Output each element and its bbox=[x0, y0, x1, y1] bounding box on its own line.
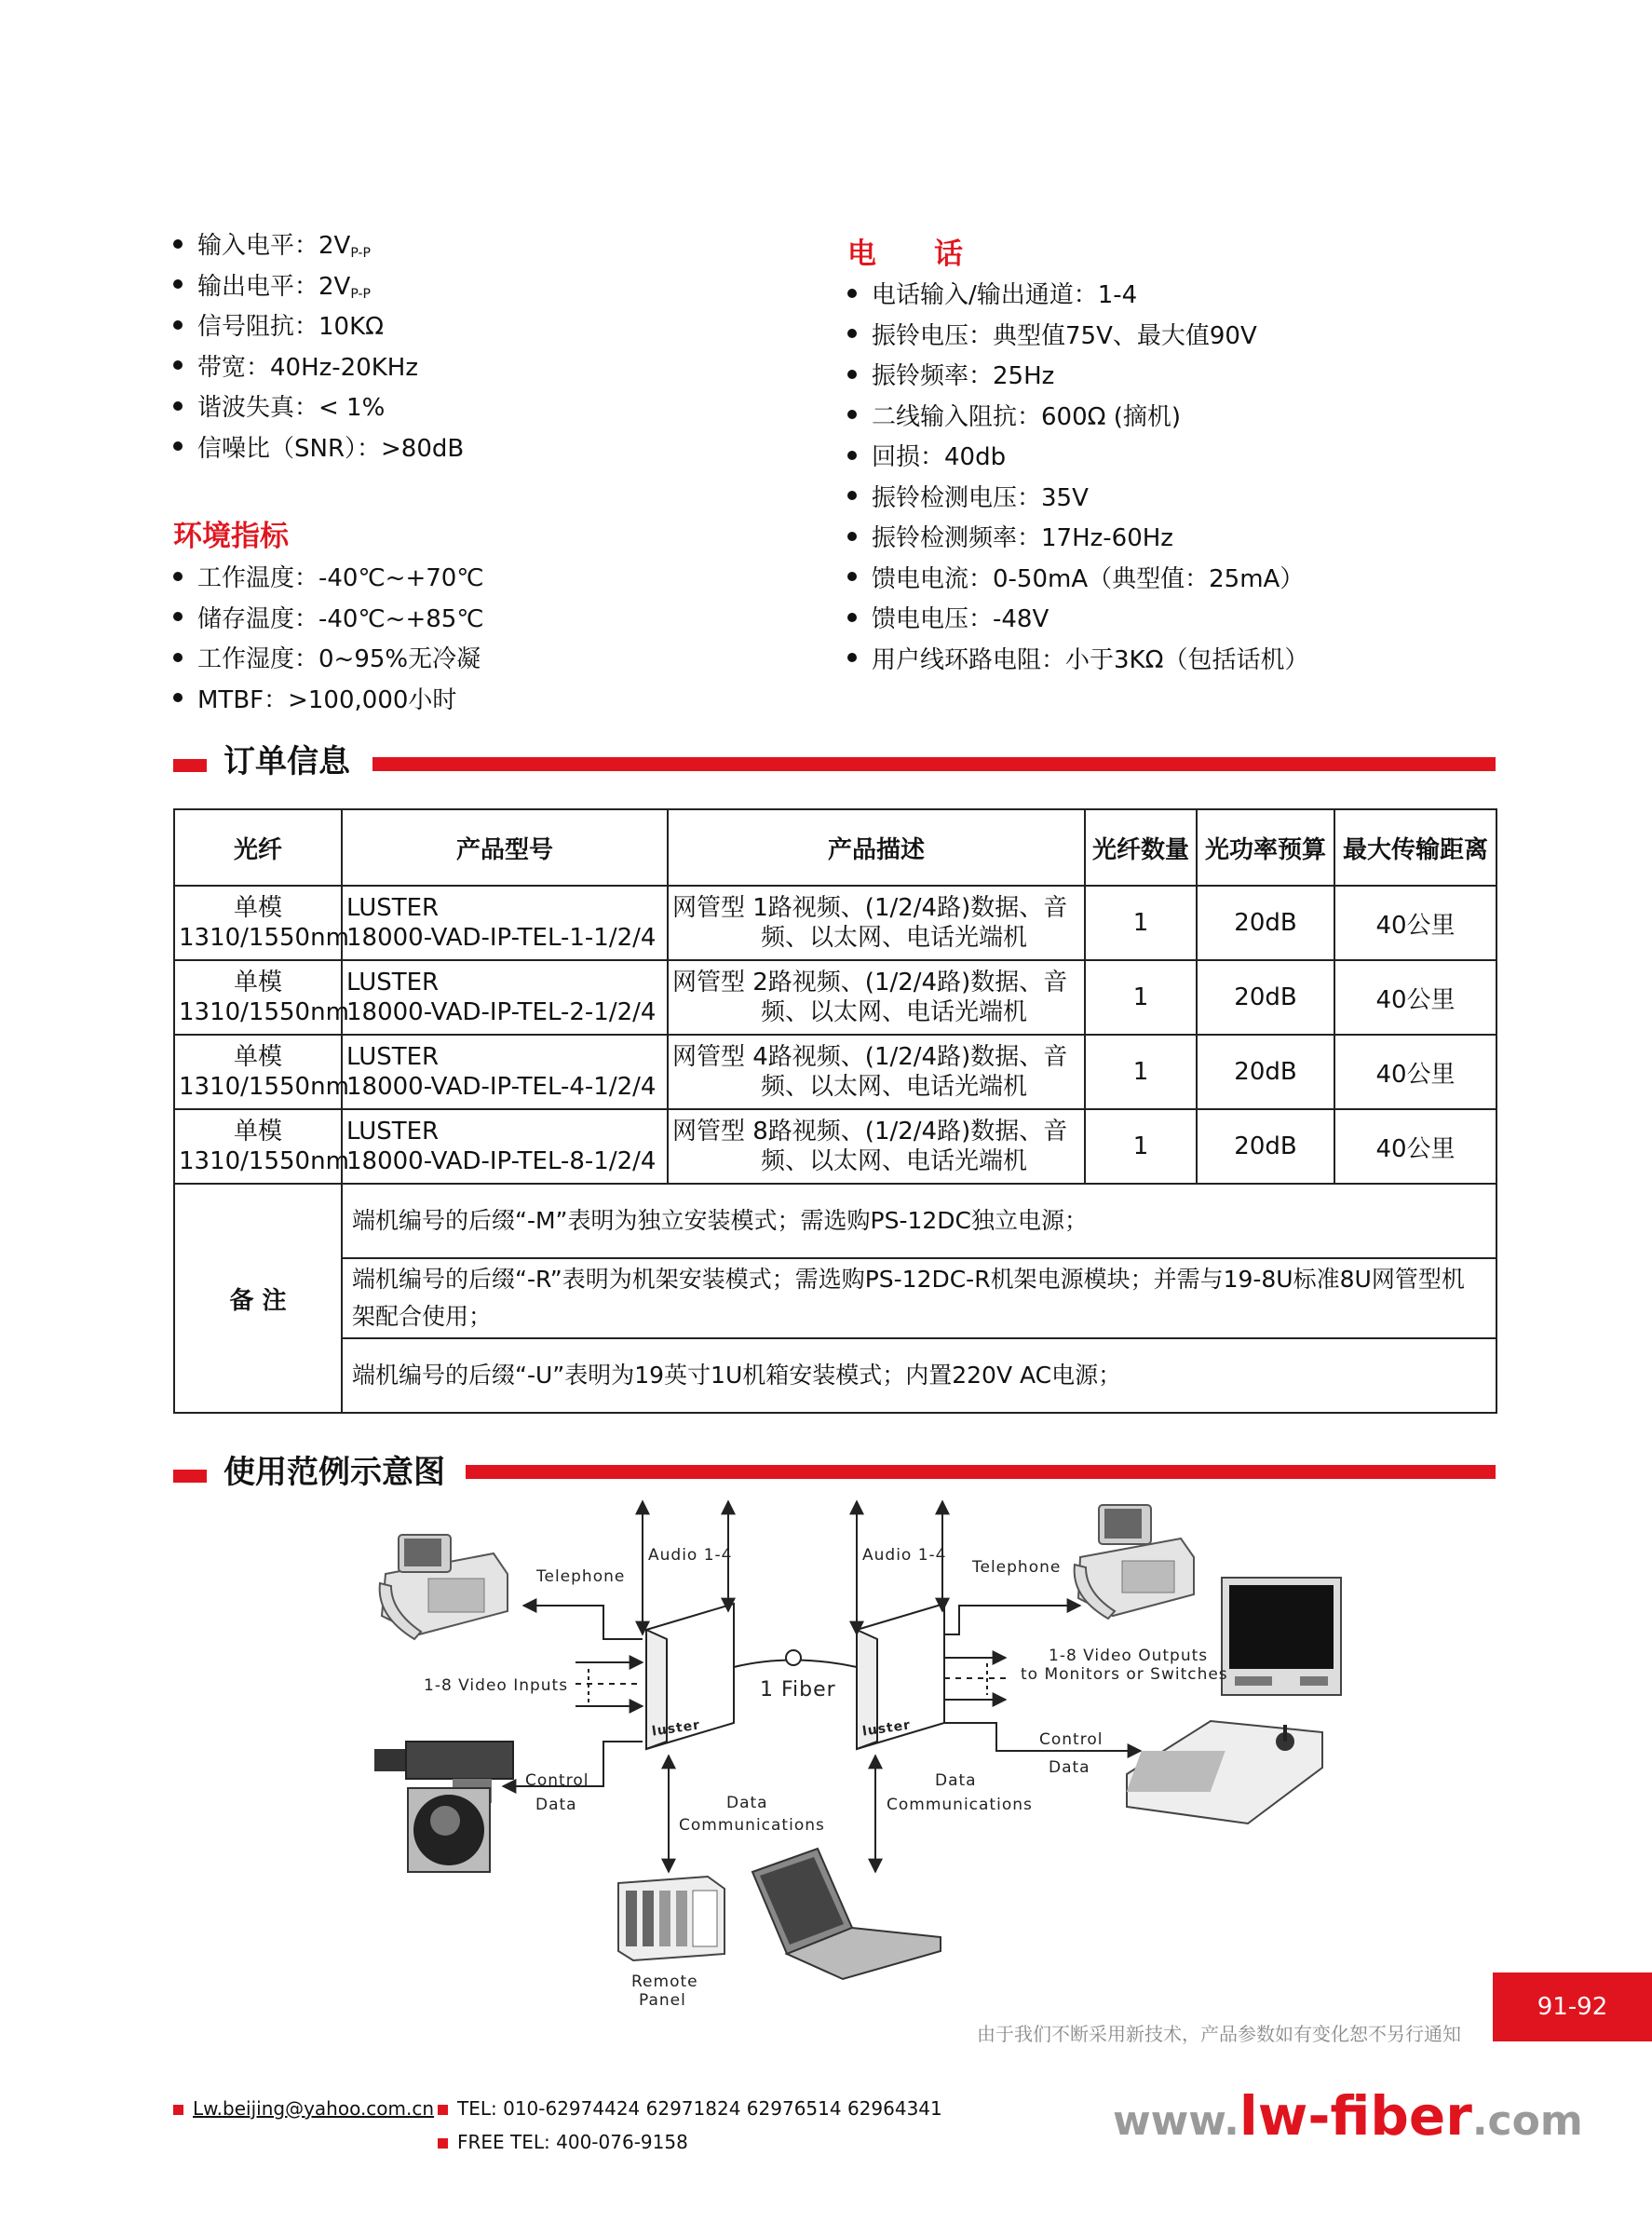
camera-icon bbox=[374, 1742, 513, 1872]
video-outputs-label: to Monitors or Switches bbox=[1021, 1665, 1228, 1684]
fiber-label: 1 Fiber bbox=[760, 1678, 836, 1701]
budget-cell: 20dB bbox=[1197, 1109, 1334, 1184]
page-number: 91-92 bbox=[1493, 1973, 1652, 2041]
section-title: 订单信息 bbox=[223, 743, 359, 780]
section-title: 使用范例示意图 bbox=[223, 1454, 454, 1491]
spec-item: 电话输入/输出通道：1-4 bbox=[847, 276, 1308, 317]
distance-cell: 40公里 bbox=[1334, 960, 1496, 1035]
spec-item: 振铃电压：典型值75V、最大值90V bbox=[847, 317, 1308, 358]
spec-item: 振铃检测电压：35V bbox=[847, 479, 1308, 520]
bullet-icon bbox=[438, 2105, 448, 2115]
remote-panel-label: Remote bbox=[631, 1973, 698, 1991]
bullet-icon bbox=[173, 2105, 183, 2115]
spec-item: 用户线环路电阻：小于3KΩ（包括话机） bbox=[847, 641, 1308, 682]
desc-cell: 网管型 8路视频、(1/2/4路)数据、音 频、以太网、电话光端机 bbox=[668, 1109, 1085, 1184]
col-header: 最大传输距离 bbox=[1334, 809, 1496, 886]
spec-item: 振铃检测频率：17Hz-60Hz bbox=[847, 519, 1308, 560]
brand-label: luster bbox=[861, 1717, 913, 1740]
budget-cell: 20dB bbox=[1197, 886, 1334, 960]
data-comm-label: Data bbox=[726, 1794, 768, 1812]
brand-label: luster bbox=[651, 1717, 702, 1740]
fiber-cell: 单模 1310/1550nm bbox=[174, 1109, 342, 1184]
audio-label: Audio 1-4 bbox=[648, 1546, 733, 1565]
spec-item: 馈电电流：0-50mA（典型值：25mA） bbox=[847, 560, 1308, 601]
remote-panel-label: Panel bbox=[639, 1991, 686, 2010]
email-link[interactable]: Lw.beijing@yahoo.com.cn bbox=[193, 2097, 435, 2120]
fiber-link bbox=[734, 1650, 857, 1667]
distance-cell: 40公里 bbox=[1334, 886, 1496, 960]
col-header: 产品描述 bbox=[668, 809, 1085, 886]
telephone-icon bbox=[1075, 1505, 1194, 1619]
distance-cell: 40公里 bbox=[1334, 1109, 1496, 1184]
laptop-icon bbox=[752, 1849, 941, 1979]
control-label: Control bbox=[1039, 1730, 1104, 1749]
data-comm-label: Data bbox=[935, 1771, 977, 1790]
spec-item: 二线输入阻抗：600Ω (摘机) bbox=[847, 398, 1308, 439]
contact-email bbox=[173, 2097, 434, 2120]
env-heading: 环境指标 bbox=[173, 520, 289, 553]
keyboard-controller-icon bbox=[1127, 1721, 1322, 1823]
spec-item: 工作湿度：0~95%无冷凝 bbox=[173, 640, 484, 681]
note-cell: 端机编号的后缀“-U”表明为19英寸1U机箱安装模式；内置220V AC电源； bbox=[342, 1338, 1496, 1413]
data-comm-label: Communications bbox=[887, 1796, 1033, 1814]
desc-cell: 网管型 1路视频、(1/2/4路)数据、音 频、以太网、电话光端机 bbox=[668, 886, 1085, 960]
monitor-icon bbox=[1222, 1578, 1341, 1695]
spec-item: 信噪比（SNR）：>80dB bbox=[173, 429, 464, 470]
spec-item: 回损：40db bbox=[847, 438, 1308, 479]
note-cell: 端机编号的后缀“-R”表明为机架安装模式；需选购PS-12DC-R机架电源模块；并需与19-8U标准8U网管型机架配合使用； bbox=[342, 1258, 1496, 1338]
spec-item: 带宽：40Hz-20KHz bbox=[173, 348, 464, 389]
control-label: Data bbox=[535, 1796, 577, 1814]
distance-cell: 40公里 bbox=[1334, 1035, 1496, 1109]
qty-cell: 1 bbox=[1085, 1035, 1197, 1109]
budget-cell: 20dB bbox=[1197, 960, 1334, 1035]
spec-item: 馈电电压：-48V bbox=[847, 600, 1308, 641]
control-label: Control bbox=[525, 1771, 589, 1790]
fiber-cell: 单模 1310/1550nm bbox=[174, 1035, 342, 1109]
telephone-label: Telephone bbox=[536, 1567, 626, 1586]
audio-label: Audio 1-4 bbox=[862, 1546, 947, 1565]
spec-item: 输入电平：$2V_{P-P}$ bbox=[173, 226, 464, 267]
spec-item: 谐波失真：< 1% bbox=[173, 388, 464, 429]
footer-notice: 由于我们不断采用新技术，产品参数如有变化恕不另行通知 bbox=[977, 2023, 1461, 2045]
contact-free-tel: FREE TEL: 400-076-9158 bbox=[438, 2131, 688, 2153]
spec-item: 信号阻抗：10KΩ bbox=[173, 307, 464, 348]
contact-tel: TEL: 010-62974424 62971824 62976514 62964341 bbox=[438, 2097, 942, 2120]
desc-cell: 网管型 2路视频、(1/2/4路)数据、音 频、以太网、电话光端机 bbox=[668, 960, 1085, 1035]
col-header: 光功率预算 bbox=[1197, 809, 1334, 886]
qty-cell: 1 bbox=[1085, 886, 1197, 960]
col-header: 光纤数量 bbox=[1085, 809, 1197, 886]
website-url[interactable]: www.lw-fiber.com bbox=[1113, 2084, 1583, 2148]
bullet-icon bbox=[438, 2138, 448, 2149]
control-label: Data bbox=[1049, 1758, 1090, 1777]
telephone-heading: 电 话 bbox=[847, 237, 963, 271]
budget-cell: 20dB bbox=[1197, 1035, 1334, 1109]
model-cell: LUSTER 18000-VAD-IP-TEL-8-1/2/4 bbox=[342, 1109, 668, 1184]
notes-label: 备 注 bbox=[174, 1184, 342, 1413]
fiber-cell: 单模 1310/1550nm bbox=[174, 960, 342, 1035]
qty-cell: 1 bbox=[1085, 960, 1197, 1035]
data-comm-label: Communications bbox=[679, 1816, 825, 1835]
model-cell: LUSTER 18000-VAD-IP-TEL-4-1/2/4 bbox=[342, 1035, 668, 1109]
model-cell: LUSTER 18000-VAD-IP-TEL-2-1/2/4 bbox=[342, 960, 668, 1035]
video-inputs-label: 1-8 Video Inputs bbox=[424, 1676, 569, 1695]
note-cell: 端机编号的后缀“-M”表明为独立安装模式；需选购PS-12DC独立电源； bbox=[342, 1184, 1496, 1258]
spec-item: 工作温度：-40℃~+70℃ bbox=[173, 559, 484, 600]
qty-cell: 1 bbox=[1085, 1109, 1197, 1184]
col-header: 产品型号 bbox=[342, 809, 668, 886]
spec-item: 振铃频率：25Hz bbox=[847, 357, 1308, 398]
remote-panel-icon bbox=[618, 1877, 724, 1960]
desc-cell: 网管型 4路视频、(1/2/4路)数据、音 频、以太网、电话光端机 bbox=[668, 1035, 1085, 1109]
model-cell: LUSTER 18000-VAD-IP-TEL-1-1/2/4 bbox=[342, 886, 668, 960]
col-header: 光纤 bbox=[174, 809, 342, 886]
video-outputs-label: 1-8 Video Outputs bbox=[1049, 1647, 1209, 1665]
spec-item: 输出电平：$2V_{P-P}$ bbox=[173, 267, 464, 308]
telephone-icon bbox=[380, 1535, 508, 1639]
spec-item: MTBF：>100,000小时 bbox=[173, 681, 484, 722]
spec-item: 储存温度：-40℃~+85℃ bbox=[173, 600, 484, 641]
telephone-label: Telephone bbox=[972, 1558, 1062, 1577]
fiber-cell: 单模 1310/1550nm bbox=[174, 886, 342, 960]
